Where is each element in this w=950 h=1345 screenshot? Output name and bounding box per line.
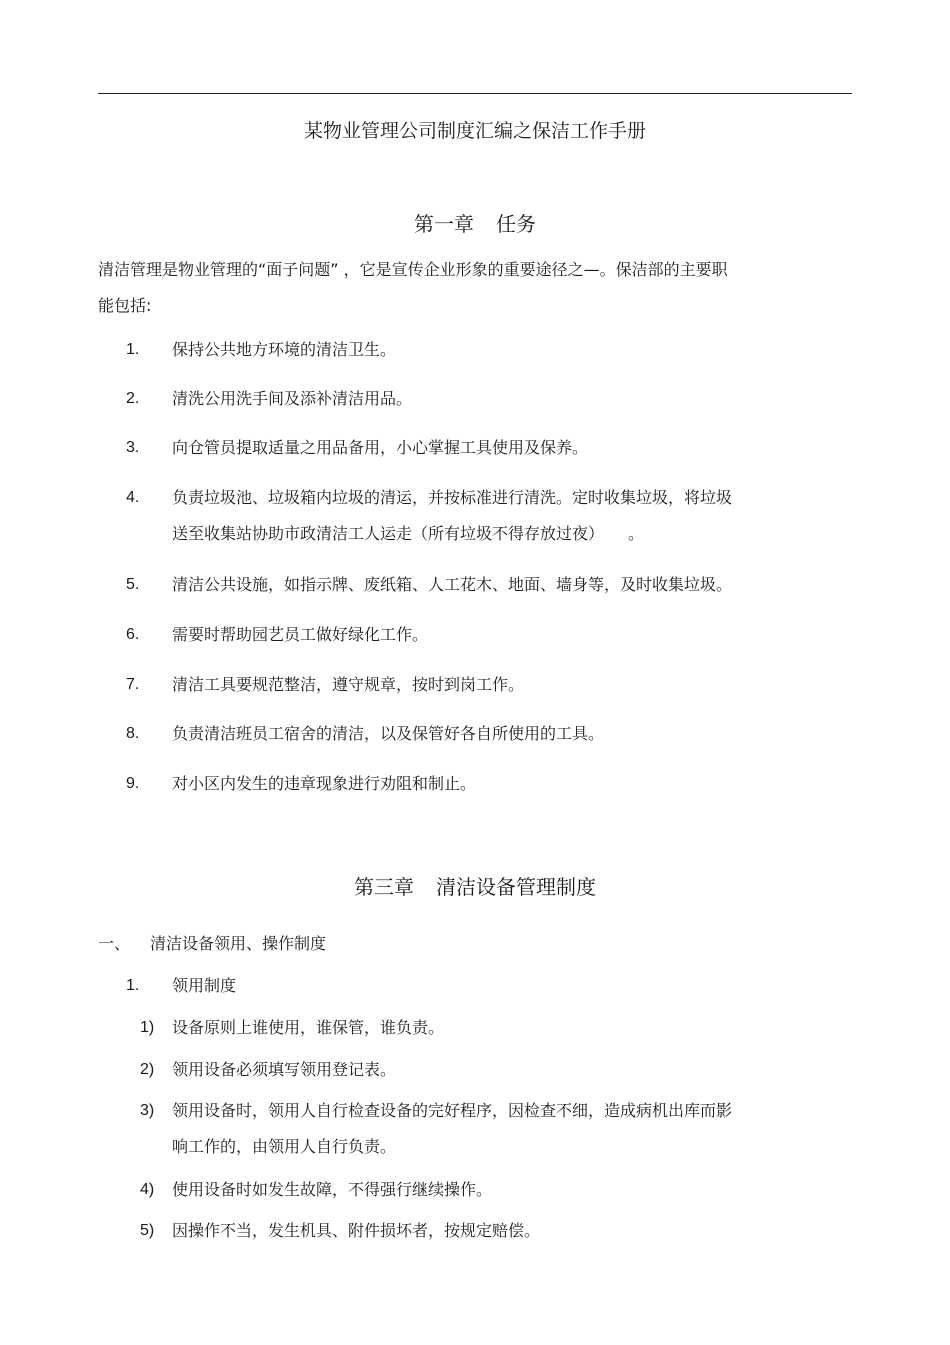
document-title: 某物业管理公司制度汇编之保洁工作手册	[303, 120, 646, 142]
item-text-line-1: 负责垃圾池、垃圾箱内垃圾的清运，并按标准进行清洗。定时收集垃圾，将垃圾	[172, 488, 733, 507]
chapter1-name: 任务	[496, 212, 536, 236]
item-text: 清洁公共设施，如指示牌、废纸箱、人工花木、地面、墙身等，及时收集垃圾。	[172, 575, 733, 594]
intro-line-2: 能包括:	[98, 296, 152, 315]
header-rule	[98, 93, 852, 94]
chapter3-name: 清洁设备管理制度	[436, 875, 596, 899]
item-text: 清洁工具要规范整洁，遵守规章，按时到岗工作。	[172, 675, 525, 694]
item-number: 3.	[126, 439, 140, 456]
chapter1-heading	[0, 209, 950, 239]
item-text: 因操作不当，发生机具、附件损坏者，按规定赔偿。	[172, 1221, 541, 1240]
chapter1-label: 第一章	[414, 212, 474, 236]
section-title: 清洁设备领用、操作制度	[150, 934, 327, 953]
item-text-line-2: 送至收集站协助市政清洁工人运走（所有垃圾不得存放过夜） 。	[172, 524, 645, 543]
item-number: 2)	[140, 1061, 155, 1078]
item-text: 清洗公用洗手间及添补清洁用品。	[172, 389, 413, 408]
item-number: 5)	[140, 1222, 155, 1239]
section-heading	[98, 926, 326, 962]
item-text: 使用设备时如发生故障，不得强行继续操作。	[172, 1180, 493, 1199]
item-number: 8.	[126, 725, 140, 742]
item-text-line-2: 响工作的，由领用人自行负责。	[172, 1137, 397, 1156]
chapter1-intro	[98, 252, 838, 324]
chapter3-label: 第三章	[354, 875, 414, 899]
item-number: 5.	[126, 576, 140, 593]
item-number: 4.	[126, 489, 140, 506]
item-text: 领用设备必须填写领用登记表。	[172, 1060, 397, 1079]
item-text-line-1: 领用设备时，领用人自行检查设备的完好程序，因检查不细，造成病机出库而影	[172, 1101, 733, 1120]
item-number: 2.	[126, 390, 140, 407]
item-text: 负责清洁班员工宿舍的清洁，以及保管好各自所使用的工具。	[172, 724, 605, 743]
intro-line-1: 清洁管理是物业管理的“面子问题” ，它是宣传企业形象的重要途径之—。保洁部的主要职	[98, 260, 728, 279]
item-text: 需要时帮助园艺员工做好绿化工作。	[172, 625, 429, 644]
item-text: 保持公共地方环境的清洁卫生。	[172, 340, 397, 359]
item-number: 7.	[126, 676, 140, 693]
item-number: 9.	[126, 775, 140, 792]
item-number: 3)	[140, 1102, 155, 1119]
item-text: 设备原则上谁使用，谁保管，谁负责。	[172, 1018, 445, 1037]
item-number: 1)	[140, 1019, 155, 1036]
section-number: 一、	[98, 934, 131, 953]
chapter3-heading	[0, 872, 950, 902]
subsection-number: 1.	[126, 977, 140, 994]
item-number: 6.	[126, 626, 140, 643]
item-text: 向仓管员提取适量之用品备用，小心掌握工具使用及保养。	[172, 438, 589, 457]
subsection-title: 领用制度	[172, 976, 237, 995]
item-text	[172, 480, 812, 552]
item-text	[172, 1093, 812, 1165]
item-number: 1.	[126, 341, 140, 358]
item-text: 对小区内发生的违章现象进行劝阻和制止。	[172, 774, 477, 793]
item-number: 4)	[140, 1181, 155, 1198]
